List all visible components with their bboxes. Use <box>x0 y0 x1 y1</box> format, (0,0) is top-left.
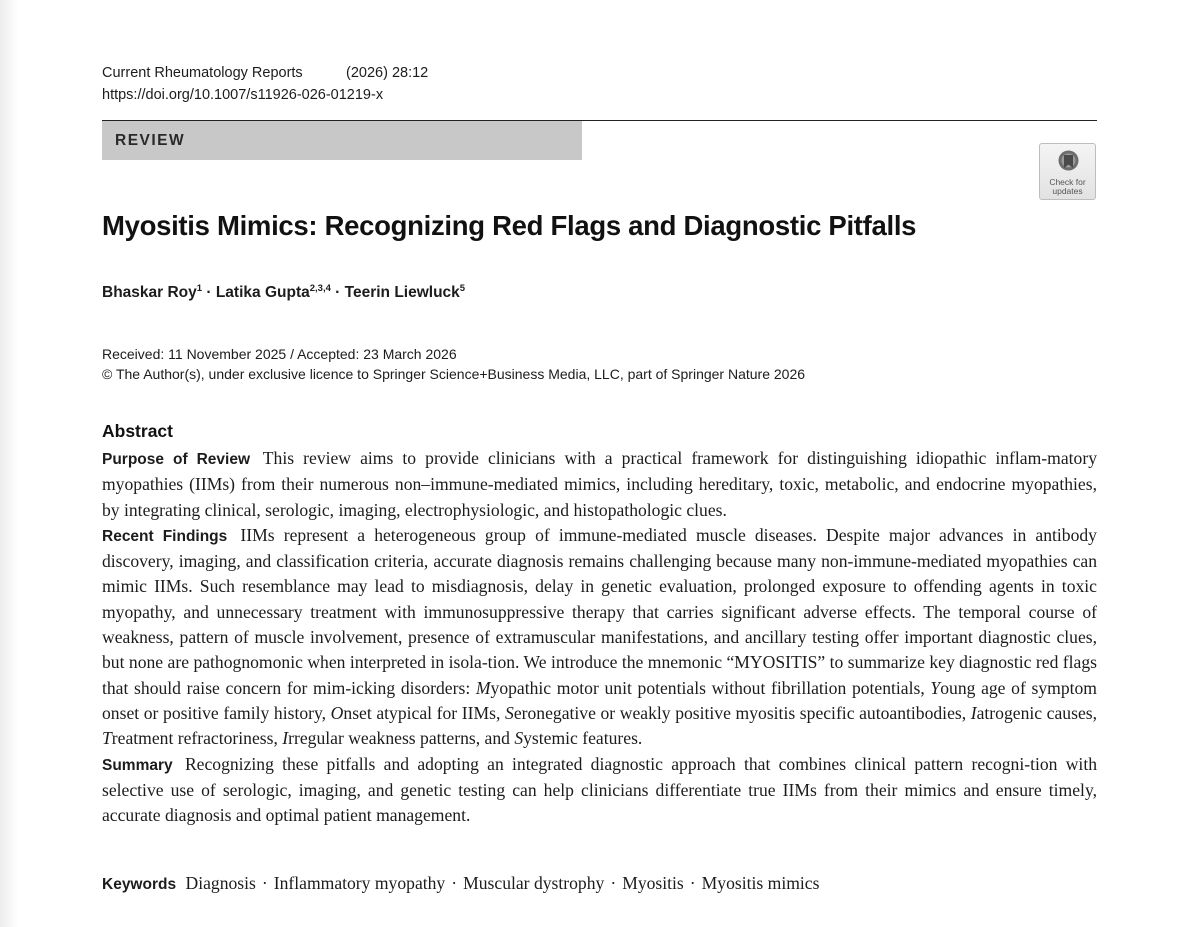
keyword-separator: · <box>451 873 458 893</box>
purpose-text: This review aims to provide clinicians with a practical framework for distinguishing idiopathic inflam-matory myopathies (IIMs) from their numerous non–immune-mediated mimics, including hereditary, toxic, metabolic, and endocrine myopathies, by integrating clinical, serologic, imaging, electrophysiologic, and histopathologic clues. <box>102 448 1097 520</box>
author-separator: · <box>330 284 345 302</box>
abstract-heading: Abstract <box>102 421 173 441</box>
mnemonic-text: oung age of symptom onset or positive family history, <box>102 677 1097 723</box>
check-for-updates-badge[interactable] <box>1039 143 1096 200</box>
mnemonic-letter: I <box>970 702 977 723</box>
mnemonic-text: yopathic motor unit potentials without fibrillation potentials, <box>490 677 931 698</box>
keyword-item[interactable]: Inflammatory myopathy <box>273 873 446 893</box>
purpose-paragraph <box>102 446 1097 523</box>
mnemonic-text: rregular weakness patterns, and <box>288 728 515 749</box>
abstract-body <box>102 446 1097 828</box>
received-accepted: Received: 11 November 2025 / Accepted: 23 March 2026 <box>102 346 457 362</box>
article-title: Myositis Mimics: Recognizing Red Flags and Diagnostic Pitfalls <box>102 210 917 241</box>
keywords-line <box>102 873 819 894</box>
author-name[interactable]: Latika Gupta <box>215 284 310 302</box>
author-affiliation: 1 <box>196 283 203 294</box>
findings-text: IIMs represent a heterogeneous group of immune-mediated muscle diseases. Despite major advances in antibody discovery, imaging, and classification criteria, accurate diagnosis remains challenging because many non-immune-mediated myopathies can mimic IIMs. Such resemblance may lead to misdiagnosis, delay in genetic evaluation, prolonged exposure to offending agents in toxic myopathy, and unnecessary treatment with immunosuppressive therapy that carries significant adverse effects. The temporal course of weakness, pattern of muscle involvement, presence of extramuscular manifestations, and ancillary testing offer important diagnostic clues, but none are pathognomonic when interpreted in isola-tion. We introduce the mnemonic “MYOSITIS” to summarize key diagnostic red flags that should raise concern for mim-icking disorders: <box>102 524 1097 698</box>
keyword-item[interactable]: Muscular dystrophy <box>463 873 605 893</box>
summary-text: Recognizing these pitfalls and adopting an integrated diagnostic approach that combines clinical pattern recogni-tion with selective use of serologic, imaging, and genetic testing can help clinicians differentiate true IIMs from their mimics and ensure timely, accurate diagnosis and optimal patient management. <box>102 753 1098 826</box>
mnemonic-letter: S <box>505 702 514 723</box>
keyword-item[interactable]: Diagnosis <box>185 873 256 893</box>
journal-issue: (2026) 28:12 <box>346 65 429 81</box>
summary-paragraph <box>102 752 1097 829</box>
section-bar <box>102 121 582 160</box>
findings-label: Recent Findings <box>102 527 228 545</box>
mnemonic-letter: S <box>514 728 524 749</box>
keyword-separator: · <box>689 873 696 893</box>
mnemonic-text: ystemic features. <box>523 728 643 749</box>
mnemonic-text: atrogenic causes, <box>976 702 1097 723</box>
section-label: REVIEW <box>115 132 186 149</box>
mnemonic-letter: T <box>102 728 112 749</box>
publication-dates <box>102 344 805 384</box>
findings-paragraph <box>102 523 1097 752</box>
mnemonic-text: nset atypical for IIMs, <box>343 702 506 723</box>
purpose-label: Purpose of Review <box>102 451 251 468</box>
author-separator: · <box>202 284 216 302</box>
journal-name: Current Rheumatology Reports <box>102 65 303 81</box>
mnemonic-letter: M <box>475 677 491 698</box>
author-affiliation: 2,3,4 <box>309 283 331 294</box>
author-name[interactable]: Teerin Liewluck <box>344 284 460 302</box>
journal-header <box>102 65 429 81</box>
page-edge-shadow <box>0 0 18 927</box>
author-affiliation: 5 <box>459 283 466 294</box>
doi-link[interactable]: https://doi.org/10.1007/s11926-026-01219-x <box>102 87 384 103</box>
mnemonic-letter: O <box>330 702 344 723</box>
bookmark-icon <box>1057 149 1080 177</box>
keyword-item[interactable]: Myositis mimics <box>701 873 820 893</box>
keyword-item[interactable]: Myositis <box>622 873 684 893</box>
mnemonic-letter: I <box>282 728 289 749</box>
mnemonic-letter: Y <box>930 677 941 698</box>
author-name[interactable]: Bhaskar Roy <box>102 284 197 302</box>
mnemonic-text: reatment refractoriness, <box>111 728 283 749</box>
summary-label: Summary <box>102 756 173 774</box>
keyword-separator: · <box>261 873 268 893</box>
copyright-line: © The Author(s), under exclusive licence to Springer Science+Business Media, LLC, part of Springer Nature 2026 <box>102 366 806 382</box>
keyword-separator: · <box>610 873 617 893</box>
badge-text-line2: updates <box>1052 186 1083 196</box>
badge-text-line1: Check for <box>1049 177 1086 187</box>
author-list <box>102 283 465 302</box>
mnemonic-text: eronegative or weakly positive myositis specific autoantibodies, <box>513 702 971 723</box>
keywords-label: Keywords <box>102 876 177 893</box>
